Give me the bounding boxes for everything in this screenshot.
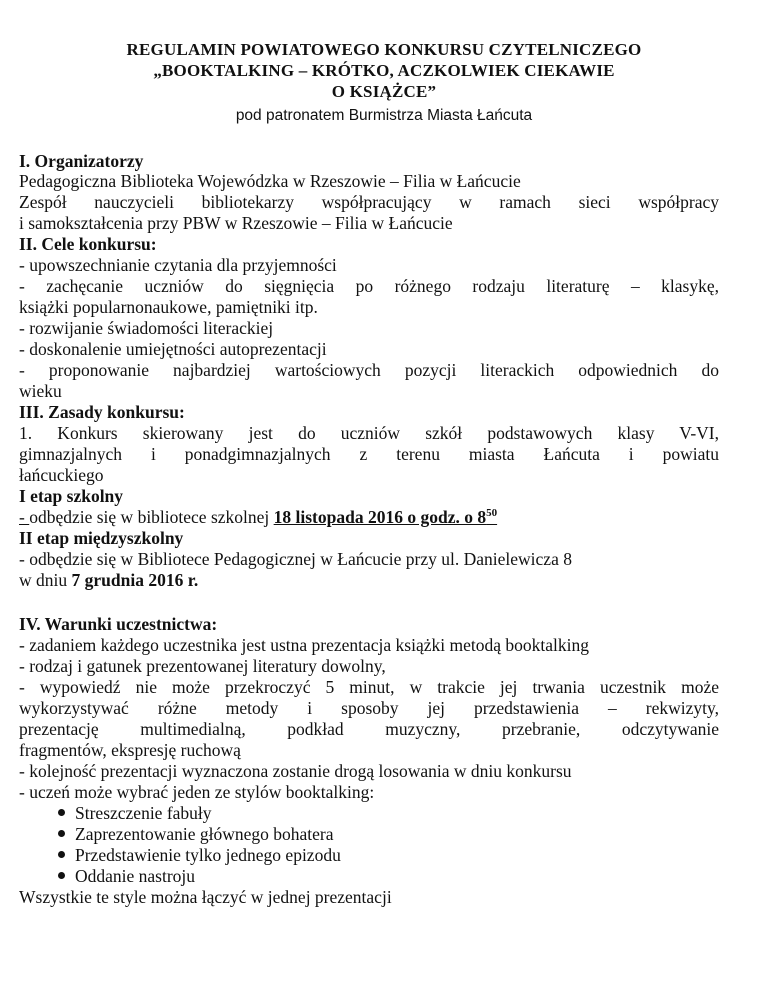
- list-item-label: Zaprezentowanie głównego bohatera: [75, 824, 334, 844]
- conditions-line-6: fragmentów, ekspresję ruchową: [19, 740, 241, 760]
- stage-2-heading: II etap międzyszkolny: [19, 528, 184, 548]
- section-heading-conditions: IV. Warunki uczestnictwa:: [19, 614, 218, 634]
- rules-line-3: łańcuckiego: [19, 465, 104, 485]
- document-title-line-2: „BOOKTALKING – KRÓTKO, ACZKOLWIEK CIEKAWIE: [153, 61, 615, 80]
- goals-line-6: - proponowanie najbardziej wartościowych pozycji literackich odpowiednich do: [19, 360, 719, 380]
- stage-1-line: [19, 507, 719, 527]
- document-title-line-3: O KSIĄŻCE”: [331, 82, 437, 101]
- organizers-line-1: Pedagogiczna Biblioteka Wojewódzka w Rzeszowie – Filia w Łańcucie: [19, 171, 521, 191]
- list-item: [75, 866, 195, 886]
- conditions-line-1: - zadaniem każdego uczestnika jest ustna prezentacja książki metodą booktalking: [19, 635, 589, 655]
- document-subtitle: pod patronatem Burmistrza Miasta Łańcuta: [235, 107, 533, 124]
- bullet-icon: [58, 809, 65, 816]
- stage-1-text: odbędzie się w bibliotece szkolnej: [29, 507, 274, 527]
- bullet-icon: [58, 851, 65, 858]
- stage-1-heading: I etap szkolny: [19, 486, 124, 506]
- stage-2-line-1: - odbędzie się w Bibliotece Pedagogicznej w Łańcucie przy ul. Danielewicza 8: [19, 549, 572, 569]
- list-item-label: Streszczenie fabuły: [75, 803, 212, 823]
- list-item: [75, 845, 341, 865]
- conditions-line-2: - rodzaj i gatunek prezentowanej literatury dowolny,: [19, 656, 386, 676]
- conditions-line-4: wykorzystywać różne metody i sposoby jej przedstawienia – rekwizyty,: [19, 698, 719, 718]
- stage-1-date: [274, 507, 497, 527]
- stage-1-dash: -: [19, 507, 30, 527]
- section-heading-goals: II. Cele konkursu:: [19, 234, 157, 254]
- list-item: [75, 824, 334, 844]
- list-item: [75, 803, 212, 823]
- rules-line-1: 1. Konkurs skierowany jest do uczniów szkół podstawowych klasy V-VI,: [19, 423, 719, 443]
- rules-line-2: gimnazjalnych i ponadgimnazjalnych z terenu miasta Łańcuta i powiatu: [19, 444, 719, 464]
- section-heading-organizers: I. Organizatorzy: [19, 151, 144, 171]
- document-title-line-1: REGULAMIN POWIATOWEGO KONKURSU CZYTELNICZEGO: [126, 40, 642, 59]
- stage-2-line-2: [19, 570, 719, 590]
- stage-1-minutes: 50: [486, 507, 498, 519]
- conditions-line-7: - kolejność prezentacji wyznaczona zostanie drogą losowania w dniu konkursu: [19, 761, 572, 781]
- stage-2-date: 7 grudnia 2016 r.: [71, 570, 199, 590]
- organizers-line-2: Zespół nauczycieli bibliotekarzy współpracujący w ramach sieci współpracy: [19, 192, 719, 212]
- bullet-icon: [58, 872, 65, 879]
- goals-line-5: - doskonalenie umiejętności autoprezentacji: [19, 339, 327, 359]
- list-item-label: Oddanie nastroju: [75, 866, 196, 886]
- stage-1-date-text: 18 listopada 2016 o godz. o 8: [273, 507, 487, 527]
- goals-line-7: wieku: [19, 381, 62, 401]
- section-heading-rules: III. Zasady konkursu:: [19, 402, 185, 422]
- conditions-line-8: - uczeń może wybrać jeden ze stylów booktalking:: [19, 782, 375, 802]
- conditions-line-5: prezentację multimedialną, podkład muzyczny, przebranie, odczytywanie: [19, 719, 719, 739]
- stage-2-prefix: w dniu: [19, 570, 72, 590]
- conditions-closing: Wszystkie te style można łączyć w jednej prezentacji: [19, 887, 392, 907]
- bullet-icon: [58, 830, 65, 837]
- goals-line-2: - zachęcanie uczniów do sięgnięcia po różnego rodzaju literaturę – klasykę,: [19, 276, 719, 296]
- conditions-line-3: - wypowiedź nie może przekroczyć 5 minut, w trakcie jej trwania uczestnik może: [19, 677, 719, 697]
- organizers-line-3: i samokształcenia przy PBW w Rzeszowie – Filia w Łańcucie: [19, 213, 453, 233]
- goals-line-3: książki popularnonaukowe, pamiętniki itp.: [19, 297, 318, 317]
- goals-line-1: - upowszechnianie czytania dla przyjemności: [19, 255, 337, 275]
- goals-line-4: - rozwijanie świadomości literackiej: [19, 318, 274, 338]
- list-item-label: Przedstawienie tylko jednego epizodu: [75, 845, 341, 865]
